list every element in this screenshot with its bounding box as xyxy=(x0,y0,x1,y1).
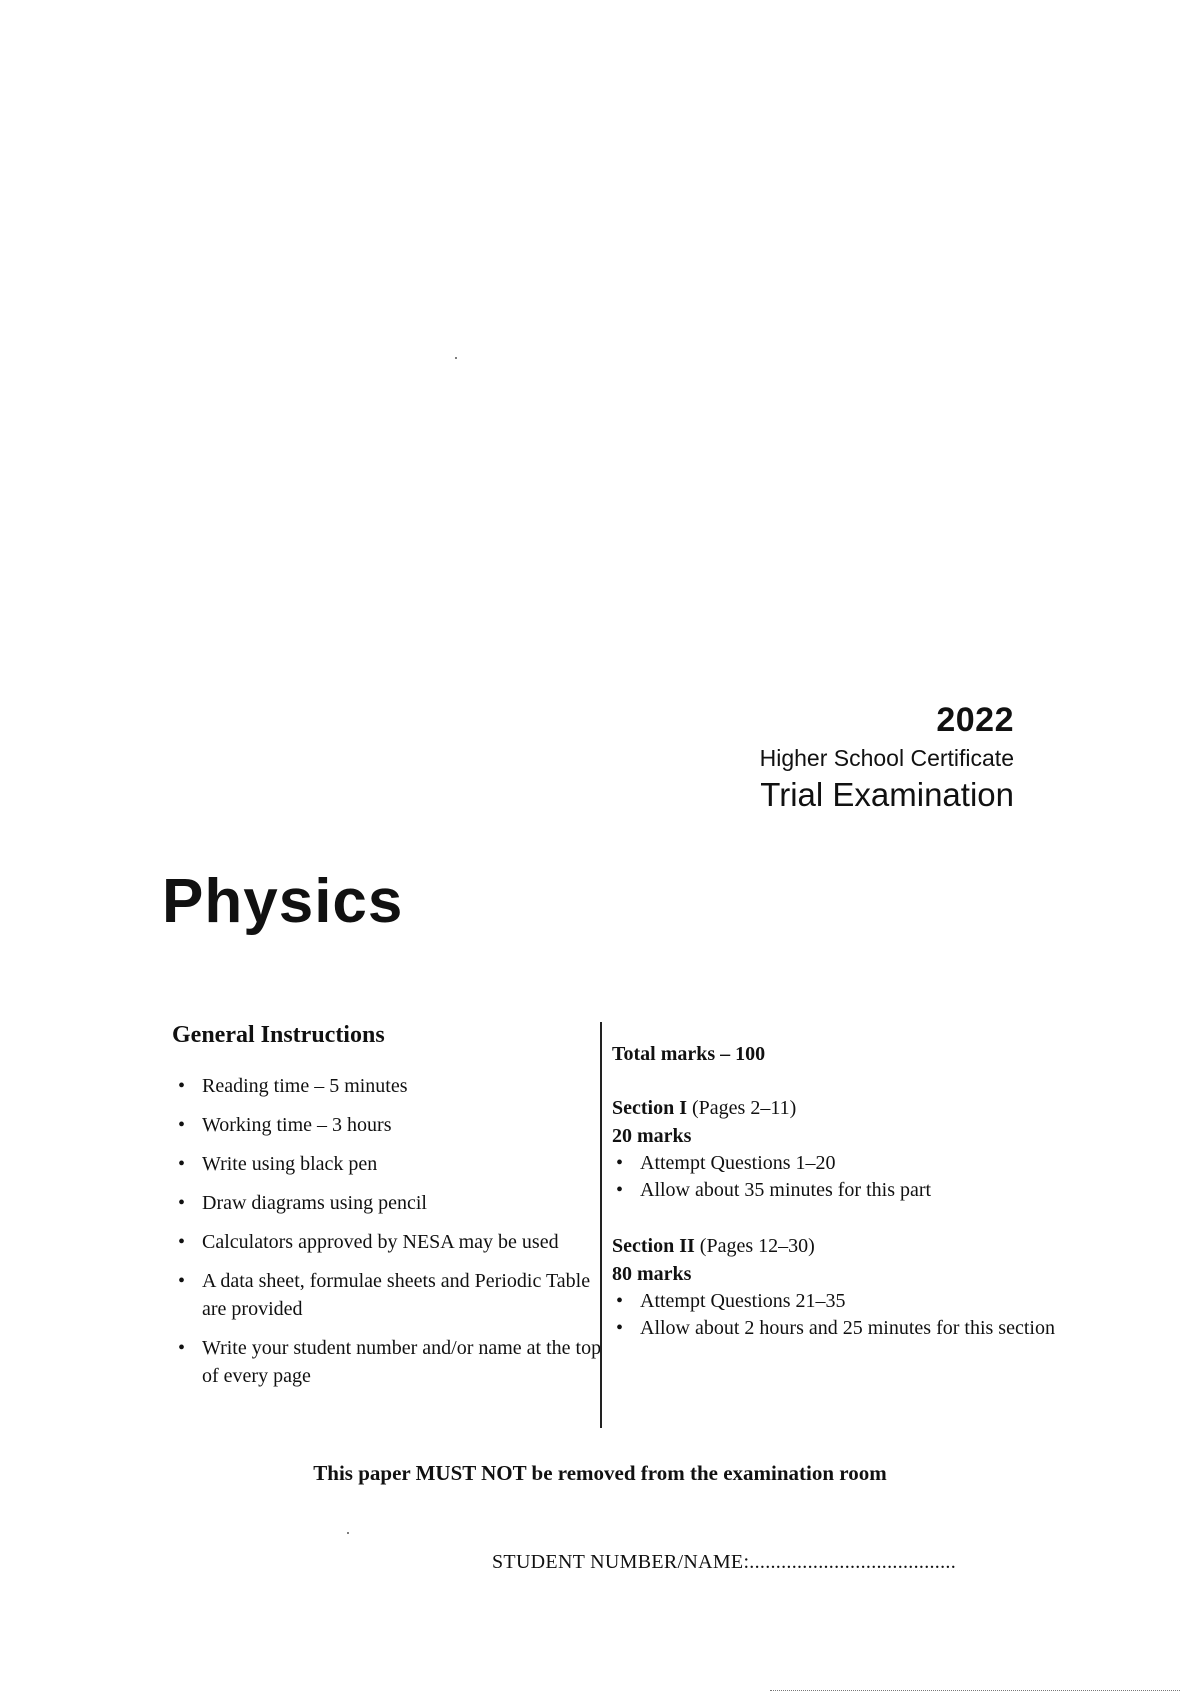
instruction-item: • Write using black pen xyxy=(172,1150,602,1178)
section-two-item: • Allow about 2 hours and 25 minutes for this section xyxy=(612,1315,1072,1342)
instructions-list xyxy=(172,1072,602,1390)
subject-title: Physics xyxy=(162,867,404,936)
section-one-item: • Allow about 35 minutes for this part xyxy=(612,1177,1072,1204)
section-two-marks: 80 marks xyxy=(612,1263,692,1285)
instruction-item: • Draw diagrams using pencil xyxy=(172,1189,602,1217)
instruction-item: • A data sheet, formulae sheets and Periodic Table are provided xyxy=(172,1267,602,1323)
scan-dotted-line xyxy=(770,1690,1180,1691)
scan-speck xyxy=(347,1532,349,1534)
general-instructions xyxy=(172,1020,602,1401)
exam-header xyxy=(760,700,1014,816)
instruction-item: • Calculators approved by NESA may be used xyxy=(172,1228,602,1256)
section-two-item: • Attempt Questions 21–35 xyxy=(612,1288,1072,1315)
instructions-heading: General Instructions xyxy=(172,1022,385,1048)
section-two-title xyxy=(612,1232,1072,1260)
instruction-item: • Write your student number and/or name at the top of every page xyxy=(172,1334,602,1390)
instruction-item: • Working time – 3 hours xyxy=(172,1111,602,1139)
student-number-field: STUDENT NUMBER/NAME:....................................... xyxy=(492,1551,957,1573)
section-two xyxy=(612,1232,1072,1342)
certificate-name: Higher School Certificate xyxy=(759,745,1014,771)
removal-notice: This paper MUST NOT be removed from the examination room xyxy=(313,1461,887,1485)
section-one-marks: 20 marks xyxy=(612,1125,692,1147)
section-one-title xyxy=(612,1094,1072,1122)
section-one-name: Section I xyxy=(612,1097,687,1119)
section-one-list xyxy=(612,1150,1072,1204)
scan-speck xyxy=(455,357,457,359)
exam-year: 2022 xyxy=(936,701,1014,739)
section-two-name: Section II xyxy=(612,1235,695,1257)
exam-type: Trial Examination xyxy=(760,776,1014,813)
section-two-list xyxy=(612,1288,1072,1342)
section-one xyxy=(612,1094,1072,1204)
column-divider xyxy=(600,1022,602,1428)
section-one-item: • Attempt Questions 1–20 xyxy=(612,1150,1072,1177)
section-two-pages: (Pages 12–30) xyxy=(699,1235,815,1257)
marks-summary xyxy=(612,1040,1072,1370)
instruction-item: • Reading time – 5 minutes xyxy=(172,1072,602,1100)
total-marks: Total marks – 100 xyxy=(612,1043,766,1065)
section-one-pages: (Pages 2–11) xyxy=(692,1097,797,1119)
